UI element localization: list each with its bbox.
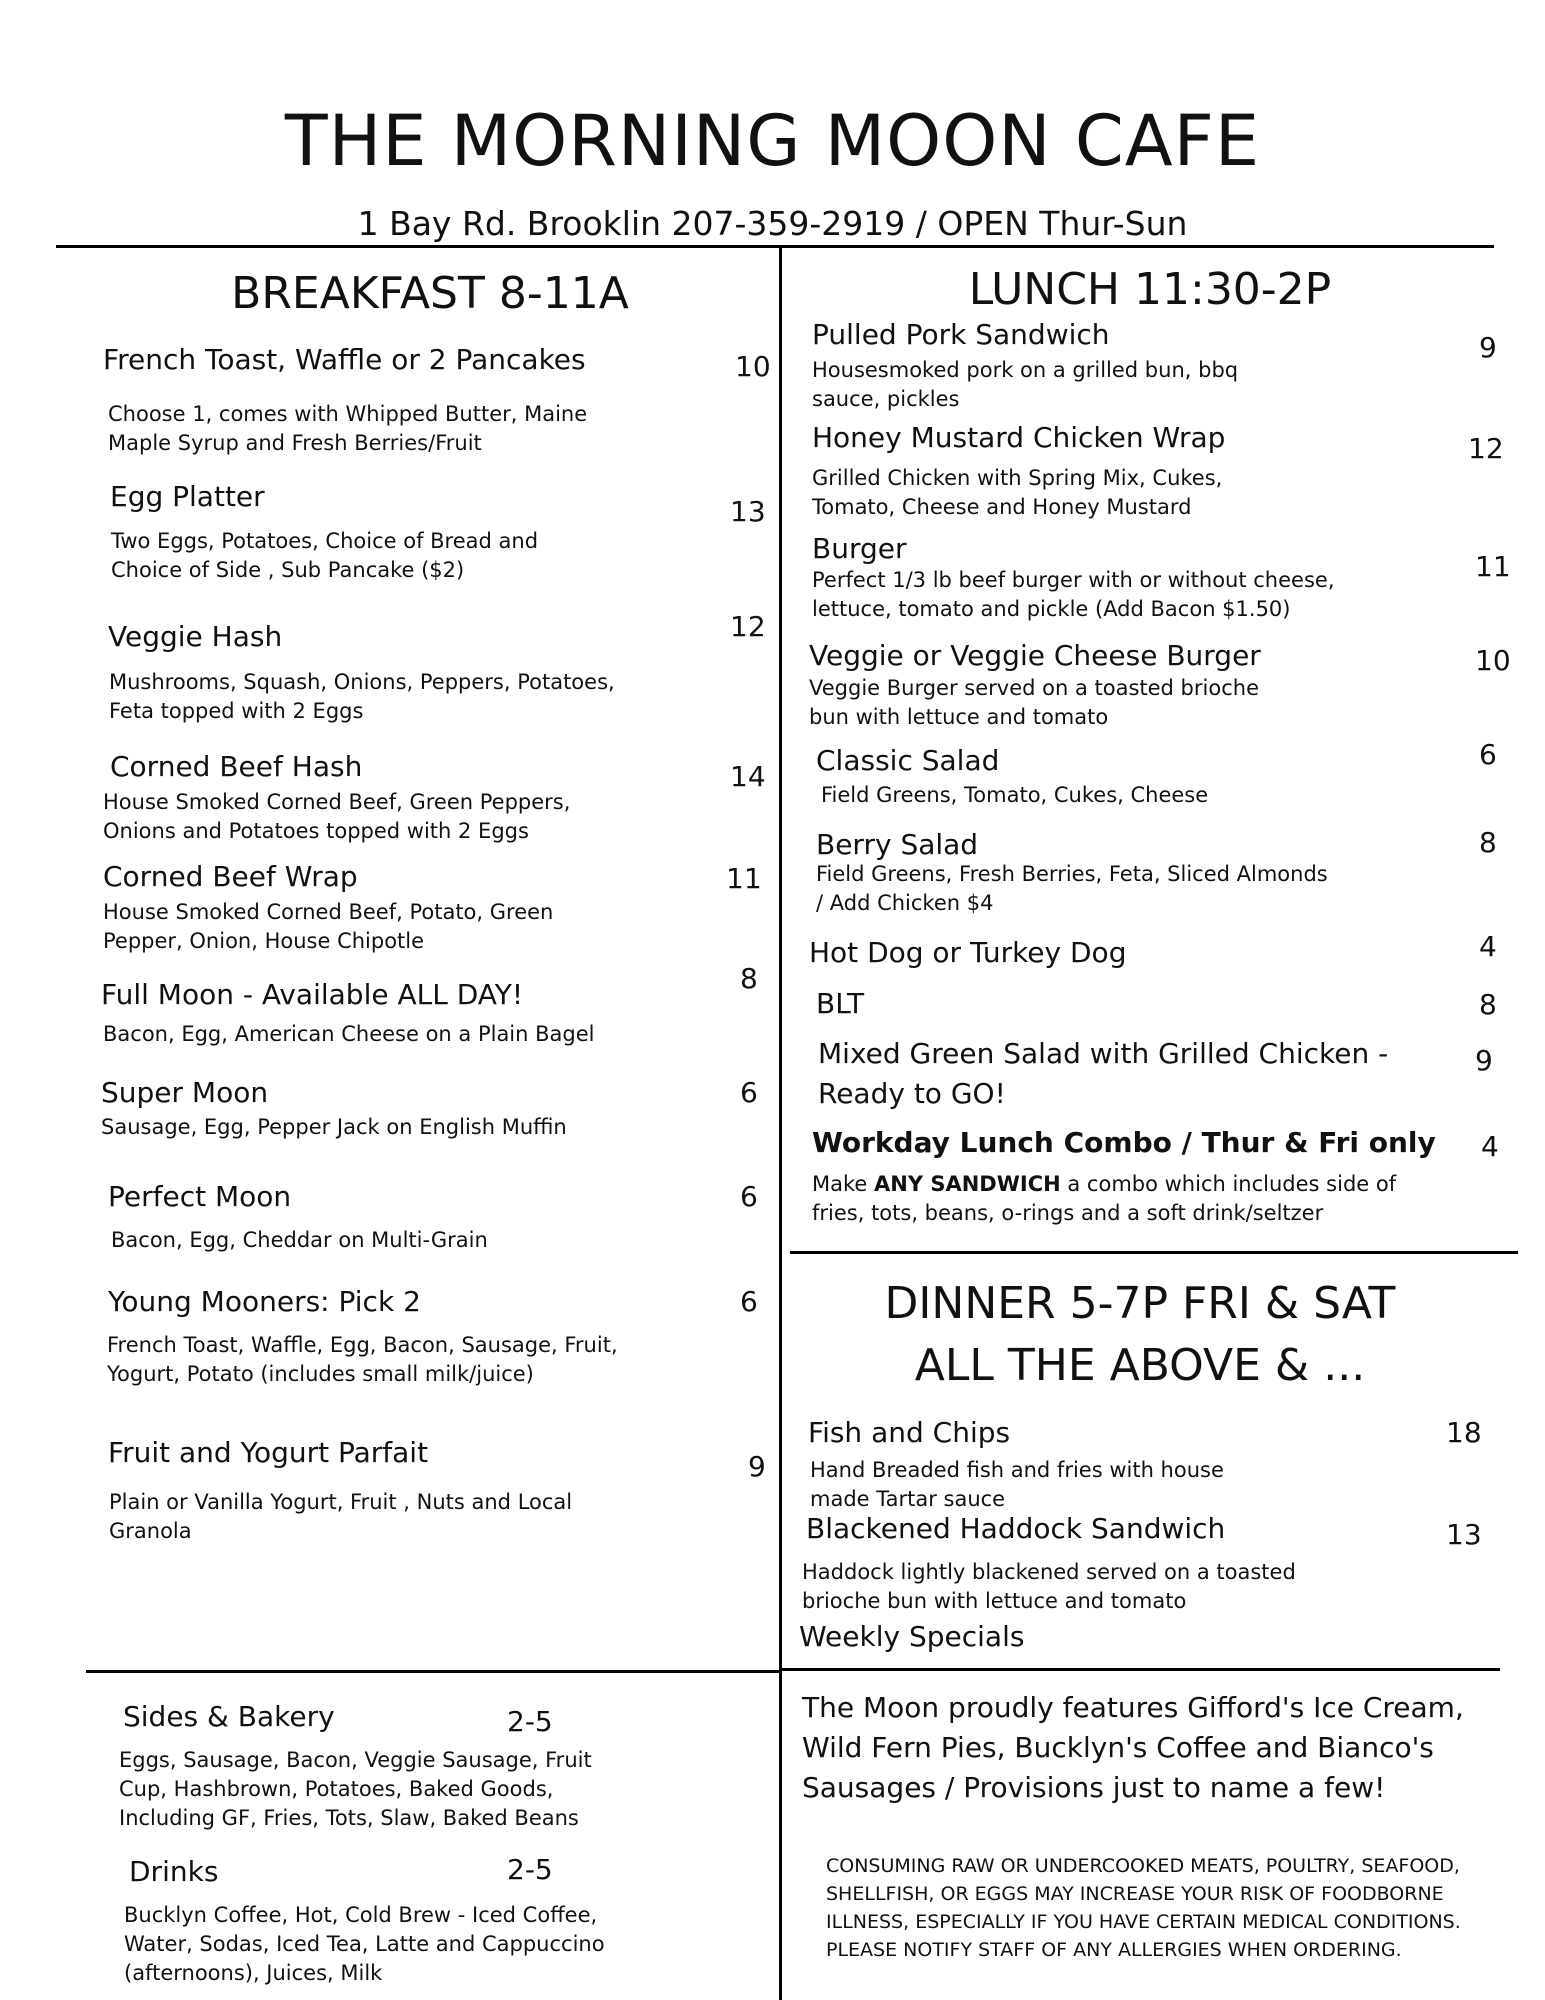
- item-name: Fruit and Yogurt Parfait: [108, 1436, 429, 1469]
- cafe-title: THE MORNING MOON CAFE: [284, 100, 1261, 182]
- combo-desc-pre: Make: [812, 1172, 874, 1196]
- item-name: Corned Beef Hash: [110, 750, 363, 783]
- item-name: Sides & Bakery: [123, 1700, 335, 1733]
- dinner-subheading: ALL THE ABOVE & ...: [914, 1340, 1366, 1391]
- item-name: Workday Lunch Combo / Thur & Fri only: [812, 1126, 1436, 1159]
- item-name: Super Moon: [101, 1076, 269, 1109]
- item-name: Classic Salad: [816, 744, 1000, 777]
- item-description: Bacon, Egg, American Cheese on a Plain Bagel: [103, 1022, 595, 1046]
- item-name: Fish and Chips: [808, 1416, 1011, 1449]
- item-description: [812, 1170, 1412, 1228]
- item-description: House Smoked Corned Beef, Potato, Green Pepper, Onion, House Chipotle: [103, 900, 554, 953]
- item-description: Two Eggs, Potatoes, Choice of Bread and Choice of Side , Sub Pancake ($2): [111, 529, 539, 582]
- item-price: 4: [1481, 1130, 1499, 1163]
- item-description: Haddock lightly blackened served on a toasted brioche bun with lettuce and tomato: [802, 1560, 1296, 1613]
- item-price: 12: [730, 610, 766, 643]
- item-description: Eggs, Sausage, Bacon, Veggie Sausage, Fruit Cup, Hashbrown, Potatoes, Baked Goods, Including GF, Fries, Tots, Slaw, Baked Beans: [119, 1748, 592, 1830]
- item-price: 11: [1475, 550, 1511, 583]
- combo-desc-post: a combo which includes side of fries, tots, beans, o-rings and a soft drink/seltzer: [812, 1172, 1397, 1225]
- cafe-address-hours: 1 Bay Rd. Brooklin 207-359-2919 / OPEN Thur-Sun: [357, 204, 1188, 243]
- item-name: Veggie Hash: [108, 620, 283, 653]
- item-price: 8: [740, 962, 758, 995]
- breakfast-heading: BREAKFAST 8-11A: [231, 268, 629, 319]
- header-divider: [56, 245, 1494, 248]
- item-name: Pulled Pork Sandwich: [812, 318, 1110, 351]
- item-price: 13: [1446, 1518, 1482, 1551]
- item-price: 8: [1479, 988, 1497, 1021]
- item-description: Field Greens, Tomato, Cukes, Cheese: [821, 783, 1209, 807]
- dinner-heading: DINNER 5-7P FRI & SAT: [884, 1278, 1396, 1329]
- lunch-dinner-divider: [790, 1251, 1518, 1254]
- item-description: Hand Breaded fish and fries with house made Tartar sauce: [810, 1458, 1224, 1511]
- item-description: Housesmoked pork on a grilled bun, bbq sauce, pickles: [812, 358, 1239, 411]
- item-price: 4: [1479, 930, 1497, 963]
- item-name: Full Moon - Available ALL DAY!: [101, 978, 524, 1011]
- column-divider: [779, 247, 782, 2000]
- item-price: 6: [1479, 738, 1497, 771]
- item-price: 6: [740, 1180, 758, 1213]
- weekly-specials: Weekly Specials: [799, 1620, 1025, 1653]
- item-name: BLT: [816, 987, 865, 1020]
- item-description: French Toast, Waffle, Egg, Bacon, Sausage, Fruit, Yogurt, Potato (includes small milk/juice): [107, 1333, 618, 1386]
- item-name: Honey Mustard Chicken Wrap: [812, 421, 1226, 454]
- item-description: Sausage, Egg, Pepper Jack on English Muffin: [101, 1115, 567, 1139]
- item-price: 18: [1446, 1416, 1482, 1449]
- item-name: Burger: [812, 532, 907, 565]
- item-name: Blackened Haddock Sandwich: [806, 1512, 1226, 1545]
- item-price: 8: [1479, 826, 1497, 859]
- item-name: Mixed Green Salad with Grilled Chicken - Ready to GO!: [818, 1037, 1389, 1110]
- item-price: 13: [730, 495, 766, 528]
- lunch-heading: LUNCH 11:30-2P: [968, 264, 1332, 315]
- item-price: 10: [735, 350, 771, 383]
- item-name: Perfect Moon: [108, 1180, 292, 1213]
- item-price: 9: [1479, 331, 1497, 364]
- item-name: Hot Dog or Turkey Dog: [809, 936, 1127, 969]
- combo-desc-bold: ANY SANDWICH: [874, 1172, 1061, 1196]
- item-description: Bacon, Egg, Cheddar on Multi-Grain: [111, 1228, 488, 1252]
- item-price: 6: [740, 1285, 758, 1318]
- item-name: Corned Beef Wrap: [103, 860, 358, 893]
- item-name: Egg Platter: [110, 480, 265, 513]
- bottom-left-divider: [86, 1670, 780, 1673]
- item-price: 12: [1468, 432, 1504, 465]
- item-description: Bucklyn Coffee, Hot, Cold Brew - Iced Coffee, Water, Sodas, Iced Tea, Latte and Cappuccino (afternoons), Juices, Milk: [124, 1903, 605, 1985]
- item-description: Veggie Burger served on a toasted brioche bun with lettuce and tomato: [809, 676, 1259, 729]
- item-description: Field Greens, Fresh Berries, Feta, Sliced Almonds / Add Chicken $4: [816, 862, 1328, 915]
- item-name: Berry Salad: [816, 828, 979, 861]
- item-price: 6: [740, 1076, 758, 1109]
- item-price: 2-5: [507, 1705, 553, 1738]
- item-description: Grilled Chicken with Spring Mix, Cukes, Tomato, Cheese and Honey Mustard: [812, 466, 1223, 519]
- item-name: French Toast, Waffle or 2 Pancakes: [103, 343, 586, 376]
- item-price: 2-5: [507, 1853, 553, 1886]
- item-name: Drinks: [129, 1855, 219, 1888]
- item-price: 9: [1475, 1044, 1493, 1077]
- item-description: Perfect 1/3 lb beef burger with or without cheese, lettuce, tomato and pickle (Add Bacon $1.50): [812, 568, 1335, 621]
- item-description: Plain or Vanilla Yogurt, Fruit , Nuts and Local Granola: [109, 1490, 573, 1543]
- item-name: Young Mooners: Pick 2: [108, 1285, 421, 1318]
- item-name: Veggie or Veggie Cheese Burger: [809, 639, 1261, 672]
- bottom-right-divider: [782, 1668, 1500, 1671]
- item-price: 9: [748, 1450, 766, 1483]
- allergy-warning: CONSUMING RAW OR UNDERCOOKED MEATS, POULTRY, SEAFOOD, SHELLFISH, OR EGGS MAY INCREASE YOUR RISK OF FOODBORNE ILLNESS, ESPECIALLY IF YOU HAVE CERTAIN MEDICAL CONDITIONS. PLEASE NOTIFY STAFF OF ANY ALLERGIES WHEN ORDERING.: [826, 1855, 1461, 1961]
- item-price: 14: [730, 760, 766, 793]
- item-price: 10: [1475, 644, 1511, 677]
- item-description: House Smoked Corned Beef, Green Peppers, Onions and Potatoes topped with 2 Eggs: [103, 790, 571, 843]
- featured-partners: The Moon proudly features Gifford's Ice Cream, Wild Fern Pies, Bucklyn's Coffee and Bianco's Sausages / Provisions just to name a few!: [802, 1691, 1464, 1804]
- item-description: Mushrooms, Squash, Onions, Peppers, Potatoes, Feta topped with 2 Eggs: [109, 670, 615, 723]
- item-description: Choose 1, comes with Whipped Butter, Maine Maple Syrup and Fresh Berries/Fruit: [108, 402, 588, 455]
- item-price: 11: [726, 862, 762, 895]
